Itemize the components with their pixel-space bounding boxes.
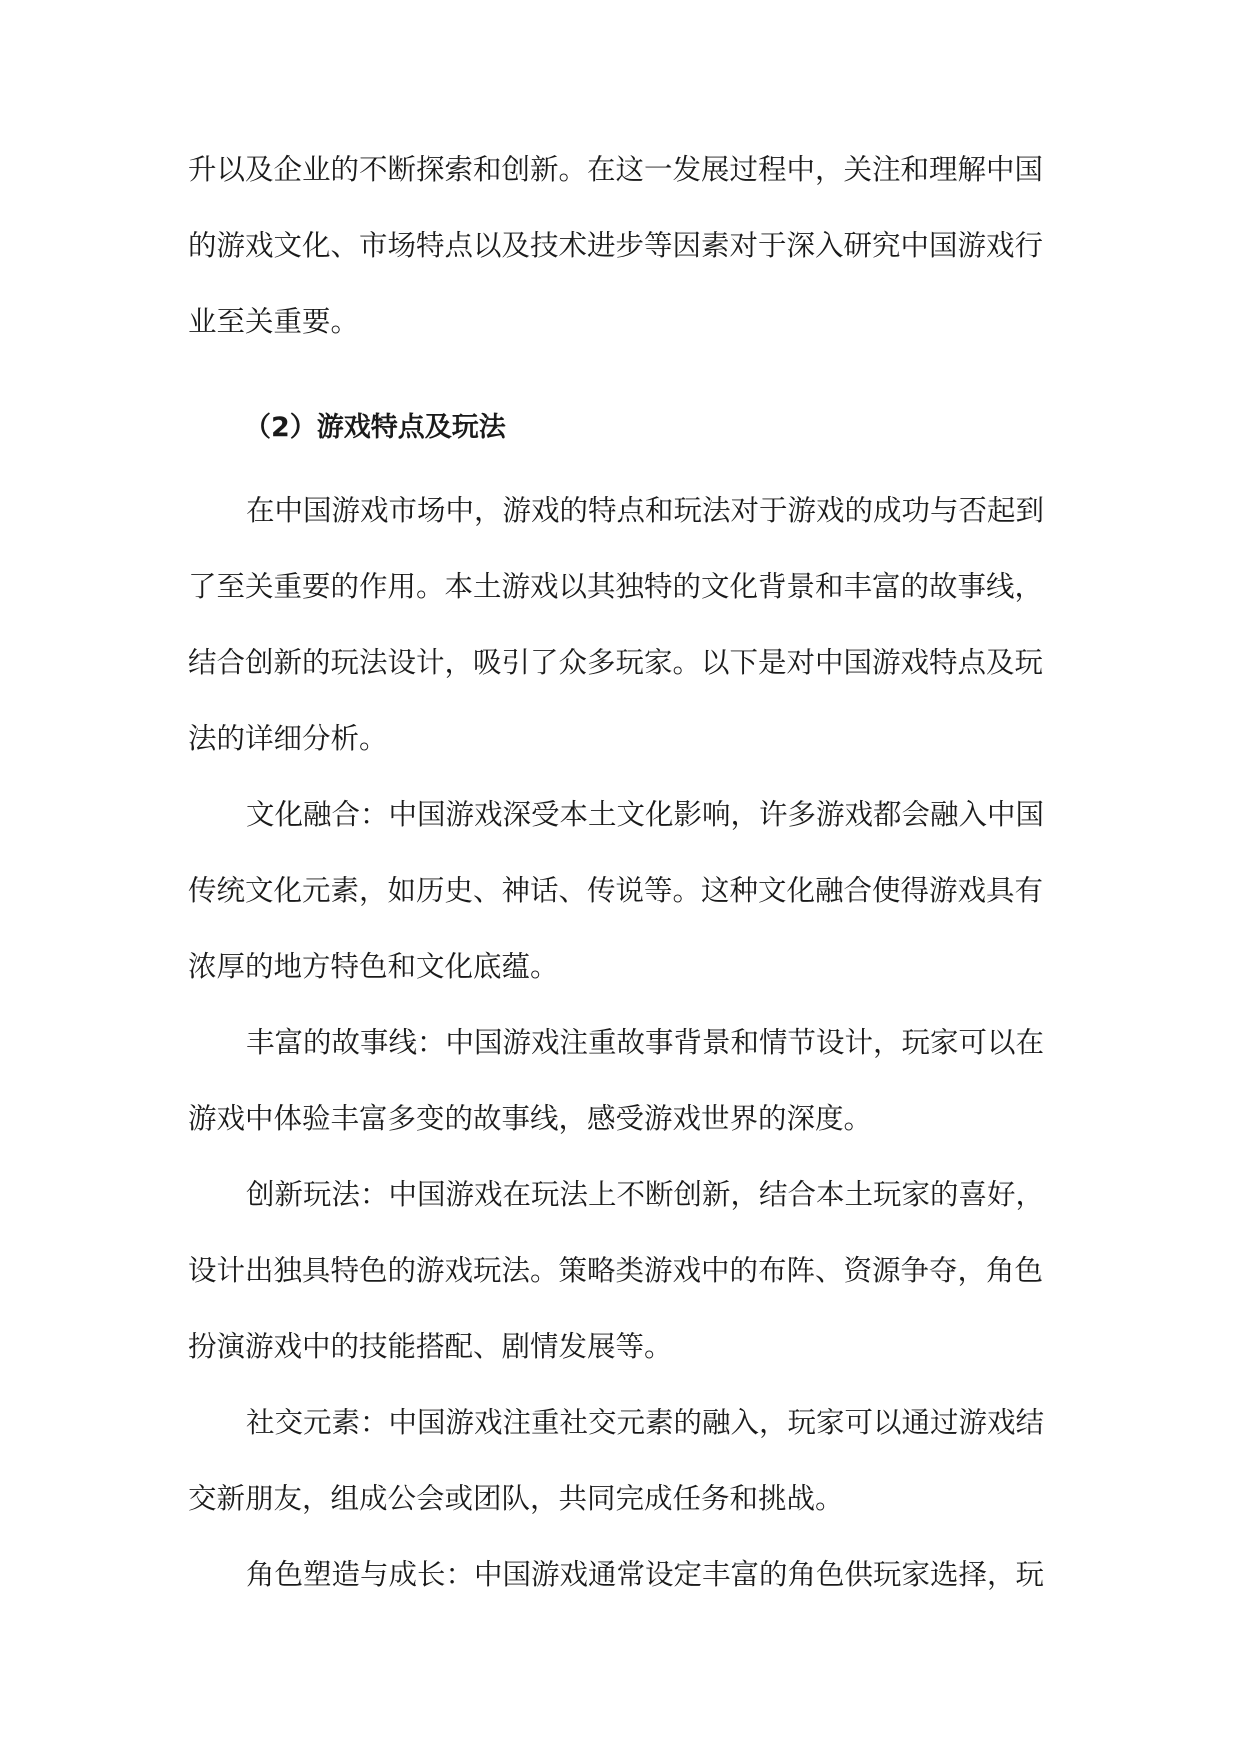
para3-line-2: 游戏中体验丰富多变的故事线，感受游戏世界的深度。 (188, 1102, 873, 1135)
intro-line-2: 的游戏文化、市场特点以及技术进步等因素对于深入研究中国游戏行 (188, 229, 1044, 262)
para2-line-1: 文化融合：中国游戏深受本土文化影响，许多游戏都会融入中国 (246, 798, 1045, 831)
para6-line-1: 角色塑造与成长：中国游戏通常设定丰富的角色供玩家选择，玩 (246, 1558, 1045, 1591)
para2-line-2: 传统文化元素，如历史、神话、传说等。这种文化融合使得游戏具有 (188, 874, 1044, 907)
section-heading: （2）游戏特点及玩法 (244, 412, 506, 443)
para4-line-3: 扮演游戏中的技能搭配、剧情发展等。 (188, 1330, 673, 1363)
para5-line-1: 社交元素：中国游戏注重社交元素的融入，玩家可以通过游戏结 (246, 1406, 1045, 1439)
intro-line-1: 升以及企业的不断探索和创新。在这一发展过程中，关注和理解中国 (188, 153, 1044, 186)
para4-line-1: 创新玩法：中国游戏在玩法上不断创新，结合本土玩家的喜好， (246, 1178, 1045, 1211)
para1-line-1: 在中国游戏市场中，游戏的特点和玩法对于游戏的成功与否起到 (246, 494, 1045, 527)
intro-line-3: 业至关重要。 (188, 305, 360, 338)
para1-line-2: 了至关重要的作用。本土游戏以其独特的文化背景和丰富的故事线， (188, 570, 1044, 603)
para1-line-4: 法的详细分析。 (188, 722, 388, 755)
para2-line-3: 浓厚的地方特色和文化底蕴。 (188, 950, 559, 983)
para5-line-2: 交新朋友，组成公会或团队，共同完成任务和挑战。 (188, 1482, 844, 1515)
para1-line-3: 结合创新的玩法设计，吸引了众多玩家。以下是对中国游戏特点及玩 (188, 646, 1044, 679)
para3-line-1: 丰富的故事线：中国游戏注重故事背景和情节设计，玩家可以在 (246, 1026, 1045, 1059)
para4-line-2: 设计出独具特色的游戏玩法。策略类游戏中的布阵、资源争夺，角色 (188, 1254, 1044, 1287)
